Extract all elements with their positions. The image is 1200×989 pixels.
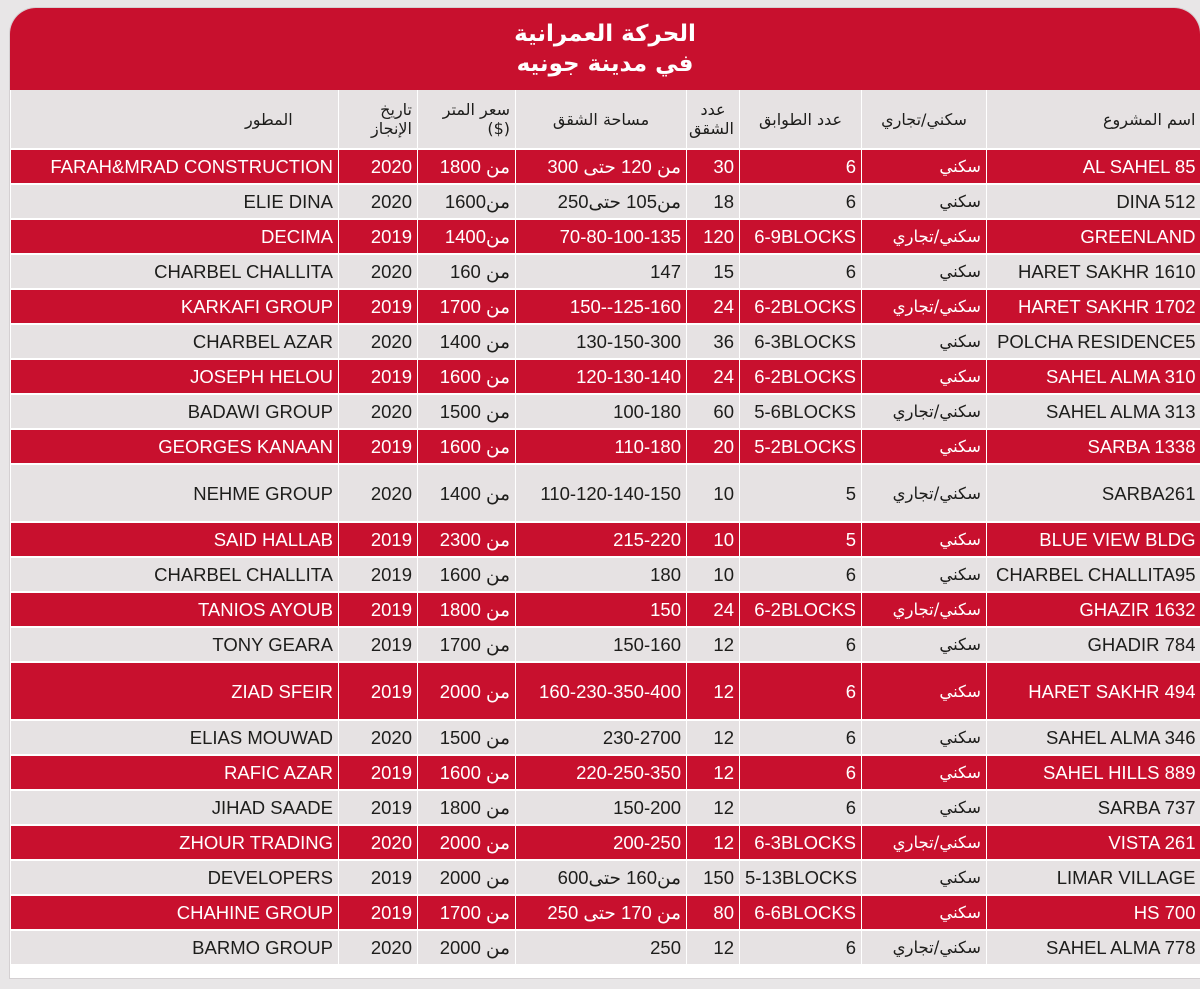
cell-year: 2020 xyxy=(339,254,418,289)
cell-project: AL SAHEL 85 xyxy=(987,149,1200,184)
cell-price: من 1600 xyxy=(418,359,516,394)
cell-developer: TONY GEARA xyxy=(11,627,339,662)
cell-floors: 6-2BLOCKS xyxy=(740,289,862,324)
cell-project: CHARBEL CHALLITA95 xyxy=(987,557,1200,592)
table-row xyxy=(11,790,1200,825)
cell-project: SARBA 737 xyxy=(987,790,1200,825)
cell-area: 100-180 xyxy=(516,394,687,429)
cell-project: SAHEL ALMA 313 xyxy=(987,394,1200,429)
cell-year: 2019 xyxy=(339,662,418,720)
cell-project: SARBA261 xyxy=(987,464,1200,522)
cell-type: سكني/تجاري xyxy=(862,394,987,429)
cell-developer: DEVELOPERS xyxy=(11,860,339,895)
table-row xyxy=(11,662,1200,720)
cell-project: VISTA 261 xyxy=(987,825,1200,860)
cell-developer: NEHME GROUP xyxy=(11,464,339,522)
cell-type: سكني xyxy=(862,790,987,825)
cell-year: 2019 xyxy=(339,429,418,464)
cell-price: من 1600 xyxy=(418,755,516,790)
cell-type: سكني/تجاري xyxy=(862,930,987,965)
col-header-type: سكني/تجاري xyxy=(862,90,987,149)
cell-floors: 6 xyxy=(740,149,862,184)
infographic-title xyxy=(10,8,1200,90)
cell-developer: FARAH&MRAD CONSTRUCTION xyxy=(11,149,339,184)
cell-year: 2019 xyxy=(339,627,418,662)
cell-units: 18 xyxy=(687,184,740,219)
cell-price: من1600 xyxy=(418,184,516,219)
cell-project: BLUE VIEW BLDG xyxy=(987,522,1200,557)
cell-year: 2020 xyxy=(339,464,418,522)
cell-floors: 5 xyxy=(740,464,862,522)
cell-area: 250 xyxy=(516,930,687,965)
cell-floors: 6-2BLOCKS xyxy=(740,592,862,627)
cell-project: GHADIR 784 xyxy=(987,627,1200,662)
cell-developer: TANIOS AYOUB xyxy=(11,592,339,627)
cell-developer: DECIMA xyxy=(11,219,339,254)
cell-year: 2019 xyxy=(339,359,418,394)
cell-price: من 1400 xyxy=(418,324,516,359)
cell-developer: ELIE DINA xyxy=(11,184,339,219)
cell-type: سكني xyxy=(862,720,987,755)
cell-price: من 160 xyxy=(418,254,516,289)
cell-year: 2019 xyxy=(339,557,418,592)
infographic-panel xyxy=(10,8,1200,978)
cell-year: 2020 xyxy=(339,149,418,184)
cell-floors: 6-6BLOCKS xyxy=(740,895,862,930)
title-line-1: الحركة العمرانية xyxy=(514,21,696,47)
cell-area: 150-160 xyxy=(516,627,687,662)
cell-units: 12 xyxy=(687,627,740,662)
cell-price: من 1600 xyxy=(418,429,516,464)
cell-units: 120 xyxy=(687,219,740,254)
table-body xyxy=(11,149,1200,965)
cell-type: سكني xyxy=(862,860,987,895)
table-row xyxy=(11,359,1200,394)
cell-price: من 2000 xyxy=(418,825,516,860)
cell-area: من 120 حتى 300 xyxy=(516,149,687,184)
cell-developer: CHARBEL CHALLITA xyxy=(11,254,339,289)
cell-project: POLCHA RESIDENCE5 xyxy=(987,324,1200,359)
cell-type: سكني xyxy=(862,522,987,557)
table-row xyxy=(11,429,1200,464)
cell-project: LIMAR VILLAGE xyxy=(987,860,1200,895)
cell-developer: ELIAS MOUWAD xyxy=(11,720,339,755)
cell-price: من 1400 xyxy=(418,464,516,522)
cell-area: 160-230-350-400 xyxy=(516,662,687,720)
table-row xyxy=(11,557,1200,592)
cell-units: 24 xyxy=(687,359,740,394)
cell-units: 24 xyxy=(687,289,740,324)
cell-price: من 1700 xyxy=(418,289,516,324)
cell-floors: 6 xyxy=(740,557,862,592)
cell-units: 12 xyxy=(687,825,740,860)
table-row xyxy=(11,755,1200,790)
cell-units: 12 xyxy=(687,662,740,720)
cell-developer: CHARBEL AZAR xyxy=(11,324,339,359)
cell-project: GHAZIR 1632 xyxy=(987,592,1200,627)
cell-area: 150 xyxy=(516,592,687,627)
cell-developer: JIHAD SAADE xyxy=(11,790,339,825)
cell-units: 12 xyxy=(687,790,740,825)
cell-area: من105 حتى250 xyxy=(516,184,687,219)
cell-area: 120-130-140 xyxy=(516,359,687,394)
cell-year: 2019 xyxy=(339,895,418,930)
table-row xyxy=(11,627,1200,662)
cell-area: من160 حتى600 xyxy=(516,860,687,895)
cell-year: 2020 xyxy=(339,324,418,359)
cell-project: SAHEL ALMA 346 xyxy=(987,720,1200,755)
col-header-floors: عدد الطوابق xyxy=(740,90,862,149)
cell-units: 12 xyxy=(687,755,740,790)
cell-floors: 6 xyxy=(740,755,862,790)
cell-project: HARET SAKHR 1610 xyxy=(987,254,1200,289)
cell-price: من 1800 xyxy=(418,149,516,184)
cell-floors: 5-13BLOCKS xyxy=(740,860,862,895)
cell-type: سكني xyxy=(862,662,987,720)
cell-developer: JOSEPH HELOU xyxy=(11,359,339,394)
cell-year: 2020 xyxy=(339,394,418,429)
cell-units: 10 xyxy=(687,557,740,592)
table-row xyxy=(11,592,1200,627)
table-row xyxy=(11,219,1200,254)
cell-type: سكني/تجاري xyxy=(862,592,987,627)
cell-units: 12 xyxy=(687,720,740,755)
cell-units: 80 xyxy=(687,895,740,930)
cell-project: HARET SAKHR 1702 xyxy=(987,289,1200,324)
cell-project: SAHEL HILLS 889 xyxy=(987,755,1200,790)
cell-developer: BADAWI GROUP xyxy=(11,394,339,429)
col-header-price: سعر المتر ($) xyxy=(418,90,516,149)
cell-type: سكني/تجاري xyxy=(862,219,987,254)
cell-type: سكني xyxy=(862,324,987,359)
cell-project: SAHEL ALMA 310 xyxy=(987,359,1200,394)
cell-type: سكني xyxy=(862,755,987,790)
col-header-year: تاريخ الإنجاز xyxy=(339,90,418,149)
cell-area: 220-250-350 xyxy=(516,755,687,790)
cell-type: سكني xyxy=(862,184,987,219)
cell-type: سكني/تجاري xyxy=(862,825,987,860)
cell-units: 24 xyxy=(687,592,740,627)
cell-year: 2019 xyxy=(339,860,418,895)
cell-type: سكني xyxy=(862,149,987,184)
cell-area: 215-220 xyxy=(516,522,687,557)
cell-year: 2019 xyxy=(339,592,418,627)
table-row xyxy=(11,930,1200,965)
table-row xyxy=(11,254,1200,289)
cell-units: 12 xyxy=(687,930,740,965)
cell-area: 150-200 xyxy=(516,790,687,825)
cell-floors: 5 xyxy=(740,522,862,557)
cell-units: 10 xyxy=(687,464,740,522)
cell-units: 30 xyxy=(687,149,740,184)
cell-year: 2019 xyxy=(339,790,418,825)
cell-area: 200-250 xyxy=(516,825,687,860)
cell-project: HARET SAKHR 494 xyxy=(987,662,1200,720)
cell-floors: 5-2BLOCKS xyxy=(740,429,862,464)
cell-developer: BARMO GROUP xyxy=(11,930,339,965)
cell-units: 10 xyxy=(687,522,740,557)
table-row xyxy=(11,149,1200,184)
cell-price: من 1700 xyxy=(418,895,516,930)
cell-floors: 6 xyxy=(740,184,862,219)
cell-price: من 1800 xyxy=(418,790,516,825)
cell-units: 150 xyxy=(687,860,740,895)
cell-units: 36 xyxy=(687,324,740,359)
cell-area: 110-180 xyxy=(516,429,687,464)
cell-floors: 6 xyxy=(740,627,862,662)
cell-developer: CHARBEL CHALLITA xyxy=(11,557,339,592)
cell-type: سكني/تجاري xyxy=(862,464,987,522)
cell-price: من 1700 xyxy=(418,627,516,662)
cell-type: سكني/تجاري xyxy=(862,289,987,324)
cell-floors: 5-6BLOCKS xyxy=(740,394,862,429)
cell-developer: CHAHINE GROUP xyxy=(11,895,339,930)
cell-area: 230-2700 xyxy=(516,720,687,755)
table-row xyxy=(11,895,1200,930)
table-row xyxy=(11,522,1200,557)
table-row xyxy=(11,324,1200,359)
cell-developer: RAFIC AZAR xyxy=(11,755,339,790)
cell-floors: 6 xyxy=(740,930,862,965)
cell-price: من 2000 xyxy=(418,662,516,720)
cell-units: 20 xyxy=(687,429,740,464)
col-header-area: مساحة الشقق xyxy=(516,90,687,149)
cell-type: سكني xyxy=(862,895,987,930)
cell-type: سكني xyxy=(862,627,987,662)
cell-units: 60 xyxy=(687,394,740,429)
cell-year: 2020 xyxy=(339,930,418,965)
cell-floors: 6 xyxy=(740,790,862,825)
cell-floors: 6-2BLOCKS xyxy=(740,359,862,394)
cell-type: سكني xyxy=(862,254,987,289)
col-header-developer: المطور xyxy=(11,90,339,149)
cell-price: من 1600 xyxy=(418,557,516,592)
cell-price: من 2300 xyxy=(418,522,516,557)
cell-year: 2019 xyxy=(339,289,418,324)
cell-price: من 1500 xyxy=(418,720,516,755)
cell-floors: 6 xyxy=(740,720,862,755)
cell-project: GREENLAND xyxy=(987,219,1200,254)
header-row xyxy=(11,90,1200,149)
cell-area: 130-150-300 xyxy=(516,324,687,359)
cell-area: 147 xyxy=(516,254,687,289)
table-row xyxy=(11,394,1200,429)
table-row xyxy=(11,720,1200,755)
cell-project: SARBA 1338 xyxy=(987,429,1200,464)
cell-project: SAHEL ALMA 778 xyxy=(987,930,1200,965)
cell-year: 2019 xyxy=(339,522,418,557)
cell-floors: 6 xyxy=(740,662,862,720)
cell-year: 2019 xyxy=(339,755,418,790)
cell-year: 2020 xyxy=(339,184,418,219)
cell-floors: 6-3BLOCKS xyxy=(740,825,862,860)
cell-developer: GEORGES KANAAN xyxy=(11,429,339,464)
title-line-2: في مدينة جونيه xyxy=(516,51,694,77)
cell-floors: 6-3BLOCKS xyxy=(740,324,862,359)
cell-developer: ZIAD SFEIR xyxy=(11,662,339,720)
cell-area: من 170 حتى 250 xyxy=(516,895,687,930)
table-row xyxy=(11,289,1200,324)
table-row xyxy=(11,825,1200,860)
cell-year: 2020 xyxy=(339,720,418,755)
cell-units: 15 xyxy=(687,254,740,289)
table-row xyxy=(11,464,1200,522)
cell-developer: SAID HALLAB xyxy=(11,522,339,557)
cell-area: 70-80-100-135 xyxy=(516,219,687,254)
cell-price: من 2000 xyxy=(418,930,516,965)
cell-price: من 2000 xyxy=(418,860,516,895)
cell-project: DINA 512 xyxy=(987,184,1200,219)
cell-area: 110-120-140-150 xyxy=(516,464,687,522)
cell-project: HS 700 xyxy=(987,895,1200,930)
table-row xyxy=(11,860,1200,895)
cell-year: 2019 xyxy=(339,219,418,254)
cell-year: 2020 xyxy=(339,825,418,860)
cell-type: سكني xyxy=(862,429,987,464)
cell-developer: KARKAFI GROUP xyxy=(11,289,339,324)
table-row xyxy=(11,184,1200,219)
cell-area: 180 xyxy=(516,557,687,592)
cell-floors: 6 xyxy=(740,254,862,289)
projects-table xyxy=(10,90,1200,966)
cell-type: سكني xyxy=(862,359,987,394)
cell-floors: 6-9BLOCKS xyxy=(740,219,862,254)
cell-price: من 1800 xyxy=(418,592,516,627)
cell-area: 150--125-160 xyxy=(516,289,687,324)
cell-developer: ZHOUR TRADING xyxy=(11,825,339,860)
cell-type: سكني xyxy=(862,557,987,592)
cell-price: من 1500 xyxy=(418,394,516,429)
col-header-units: عدد الشقق xyxy=(687,90,740,149)
cell-price: من1400 xyxy=(418,219,516,254)
col-header-project: اسم المشروع xyxy=(987,90,1200,149)
